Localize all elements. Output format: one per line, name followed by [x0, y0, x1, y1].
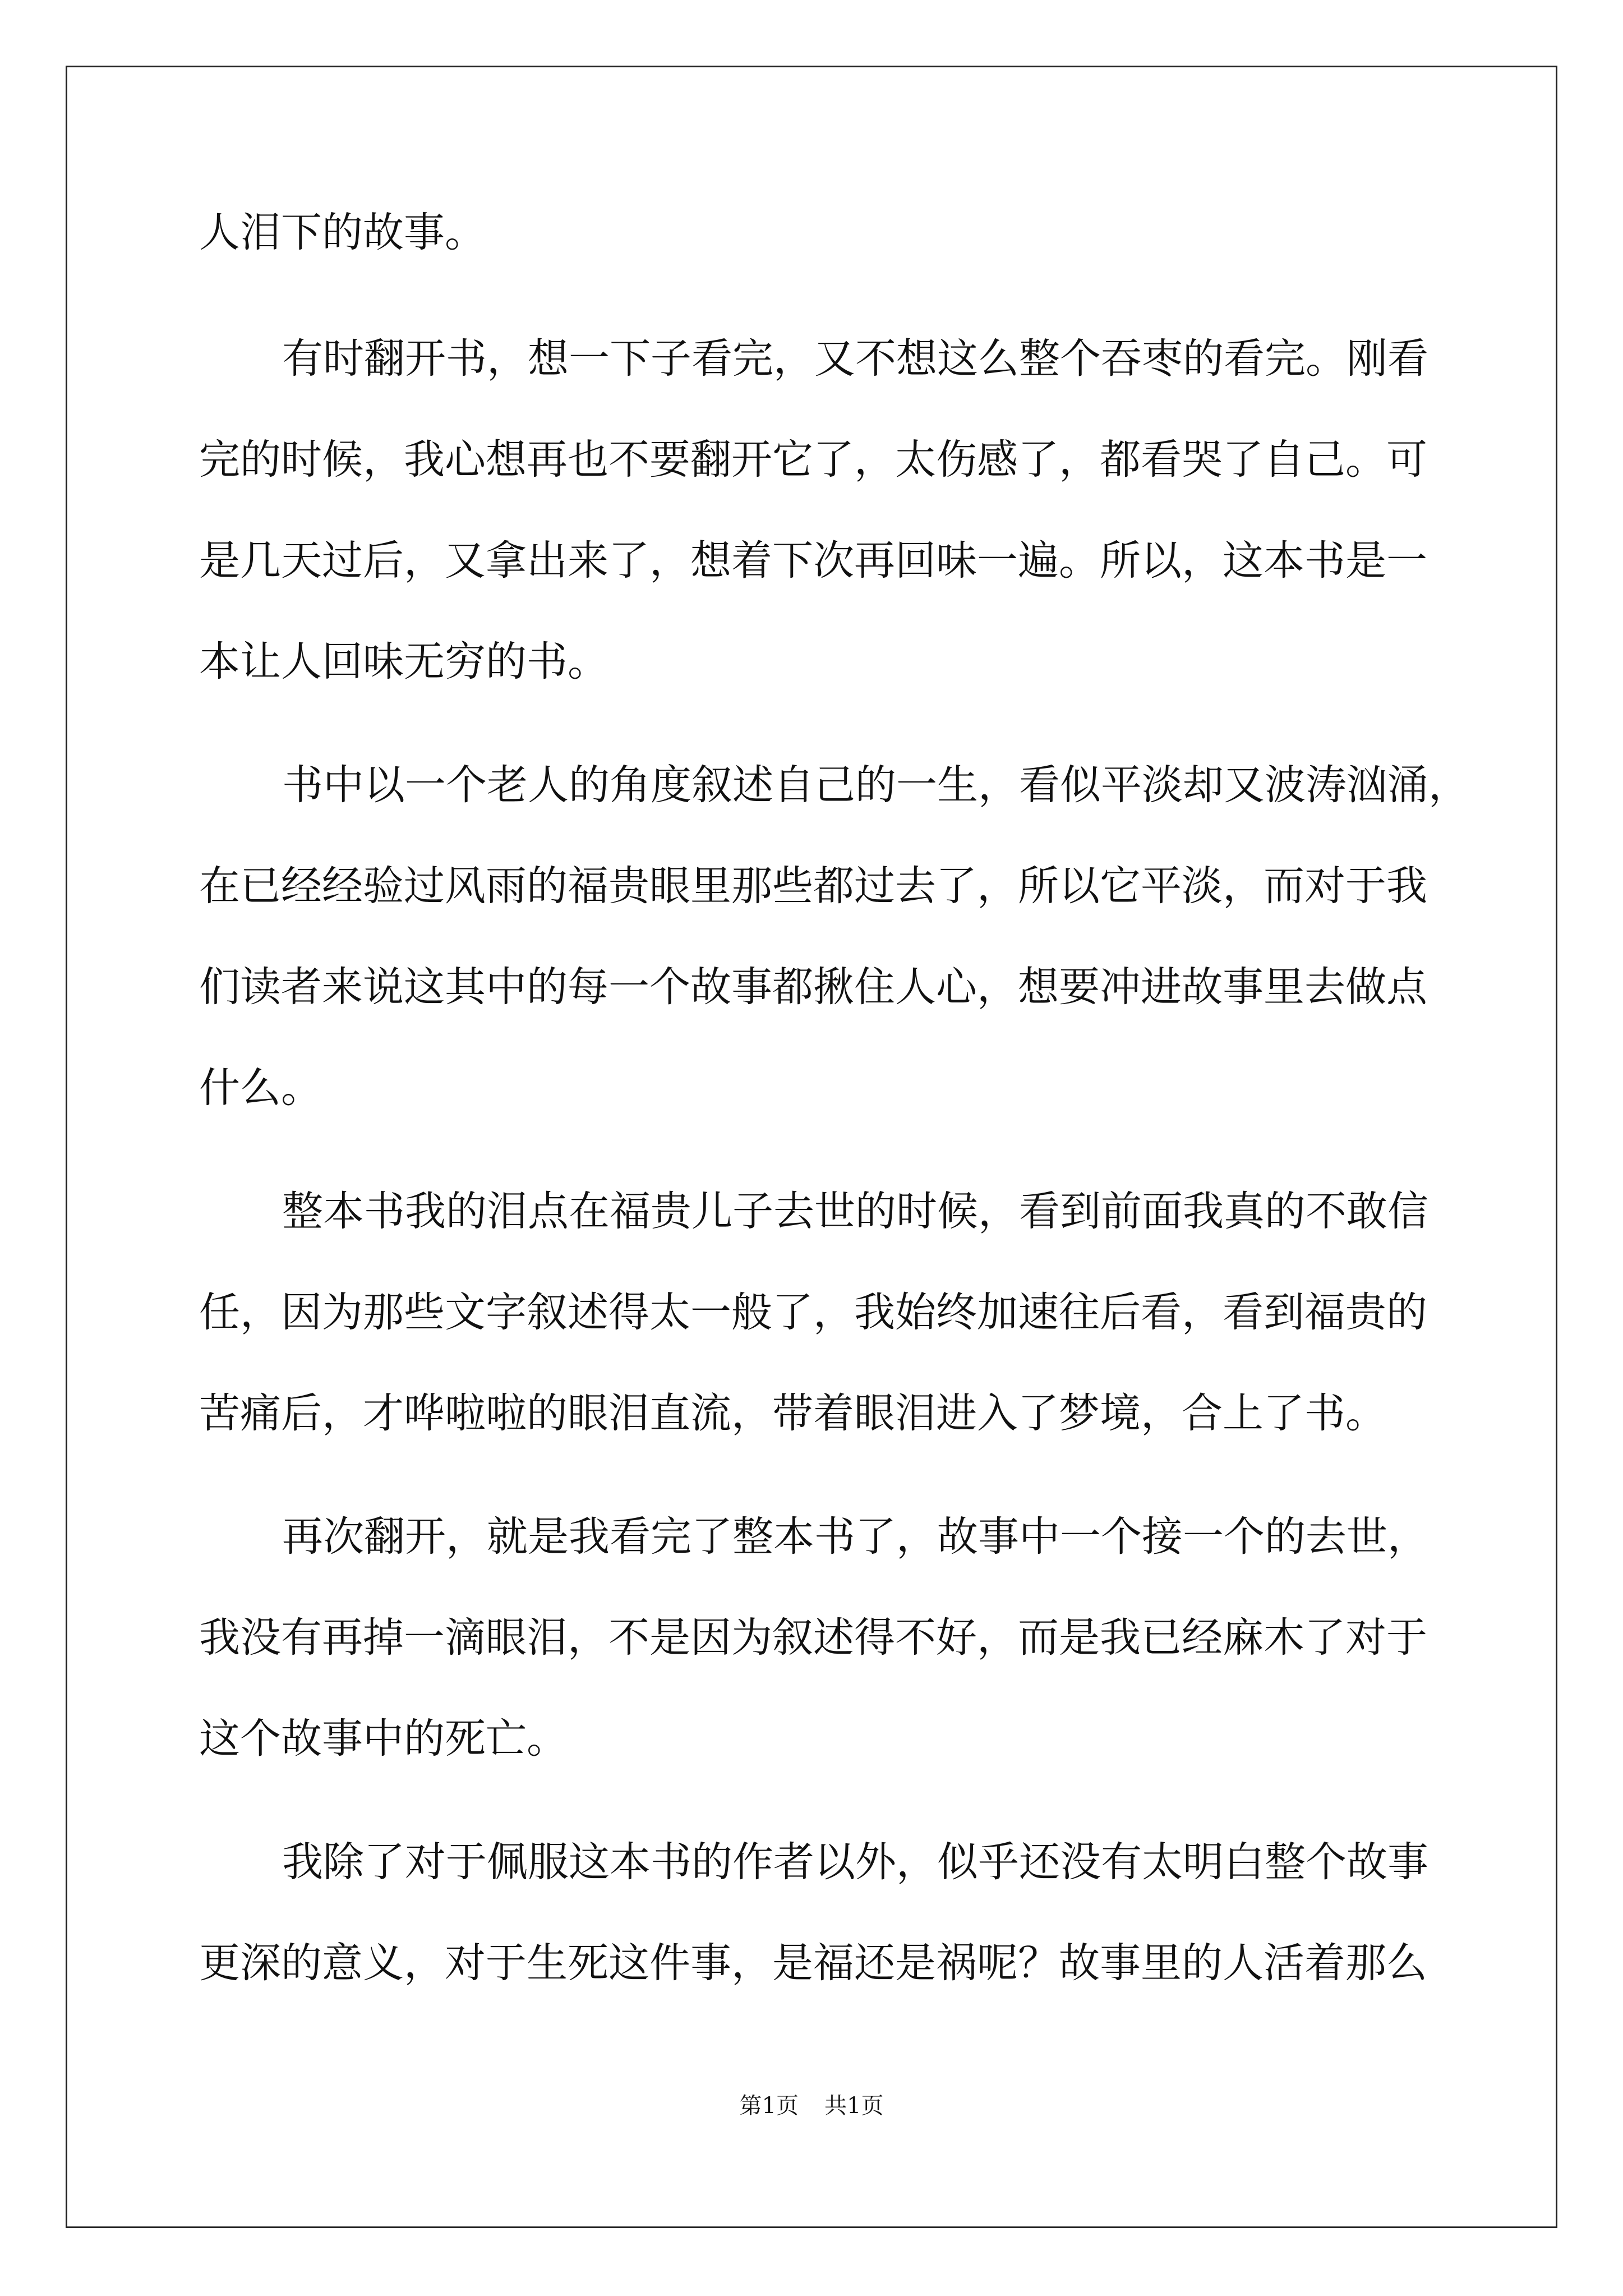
text-line-17: 更深的意义，对于生死这件事，是福还是祸呢？故事里的人活着那么: [199, 1939, 1427, 1987]
text-line-4: 是几天过后，又拿出来了，想着下次再回味一遍。所以，这本书是一: [199, 537, 1427, 585]
text-line-13: 再次翻开，就是我看完了整本书了，故事中一个接一个的去世，: [282, 1513, 1428, 1561]
page-current: 第1页: [739, 2093, 799, 2119]
text-line-10: 整本书我的泪点在福贵儿子去世的时候，看到前面我真的不敢信: [282, 1188, 1428, 1235]
text-line-7: 在已经经验过风雨的福贵眼里那些都过去了，所以它平淡，而对于我: [199, 862, 1427, 910]
text-line-11: 任，因为那些文字叙述得太一般了，我始终加速往后看，看到福贵的: [199, 1289, 1427, 1336]
page-footer: [0, 2089, 1623, 2123]
text-line-15: 这个故事中的死亡。: [199, 1715, 568, 1763]
text-line-14: 我没有再掉一滴眼泪，不是因为叙述得不好，而是我已经麻木了对于: [199, 1614, 1427, 1662]
text-line-12: 苦痛后，才哗啦啦的眼泪直流，带着眼泪进入了梦境，合上了书。: [199, 1389, 1386, 1437]
page-total: 共1页: [824, 2093, 884, 2119]
text-line-3: 完的时候，我心想再也不要翻开它了，太伤感了，都看哭了自己。可: [199, 436, 1427, 484]
text-line-8: 们读者来说这其中的每一个故事都揪住人心，想要冲进故事里去做点: [199, 963, 1427, 1011]
text-line-1: 人泪下的故事。: [199, 209, 486, 256]
text-line-2: 有时翻开书，想一下子看完，又不想这么整个吞枣的看完。刚看: [282, 335, 1428, 383]
text-line-5: 本让人回味无穷的书。: [199, 638, 608, 685]
text-line-16: 我除了对于佩服这本书的作者以外，似乎还没有太明白整个故事: [282, 1838, 1428, 1886]
text-line-6: 书中以一个老人的角度叙述自己的一生，看似平淡却又波涛汹涌，: [282, 761, 1469, 809]
text-line-9: 什么。: [199, 1064, 322, 1112]
